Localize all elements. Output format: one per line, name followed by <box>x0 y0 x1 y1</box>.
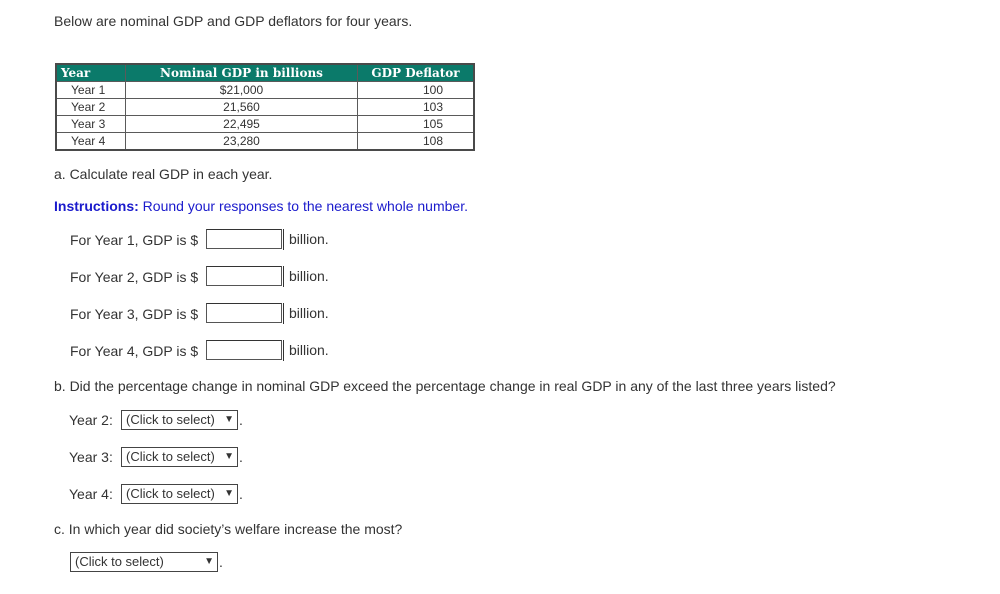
chevron-down-icon: ▼ <box>224 414 234 425</box>
cell-nominal-gdp: 23,280 <box>126 133 358 151</box>
select-value: (Click to select) <box>126 486 215 501</box>
intro-text: Below are nominal GDP and GDP deflators for four years. <box>54 13 413 29</box>
unit-label: billion. <box>283 303 329 324</box>
answer-label: For Year 2, GDP is $ <box>70 269 199 285</box>
table-header-row <box>56 64 474 82</box>
year-4-select[interactable] <box>121 484 238 504</box>
period: . <box>239 486 243 502</box>
select-label: Year 2: <box>69 412 113 428</box>
gdp-year-2-input[interactable] <box>206 266 282 286</box>
select-value: (Click to select) <box>126 412 215 427</box>
column-header-nominal-gdp: Nominal GDP in billions <box>126 64 358 82</box>
instructions-text: Round your responses to the nearest whole number. <box>138 198 468 214</box>
chevron-down-icon: ▼ <box>224 451 234 462</box>
answer-label: For Year 1, GDP is $ <box>70 232 199 248</box>
period: . <box>219 554 223 570</box>
select-label: Year 4: <box>69 486 113 502</box>
cell-year: Year 2 <box>56 99 126 116</box>
select-value: (Click to select) <box>75 554 164 569</box>
cell-deflator: 103 <box>358 99 475 116</box>
column-header-gdp-deflator: GDP Deflator <box>358 64 475 82</box>
cell-nominal-gdp: 22,495 <box>126 116 358 133</box>
gdp-table <box>55 63 475 151</box>
chevron-down-icon: ▼ <box>204 556 214 567</box>
table-row <box>56 82 474 99</box>
period: . <box>239 412 243 428</box>
answer-label: For Year 3, GDP is $ <box>70 306 199 322</box>
table-row <box>56 133 474 151</box>
gdp-year-1-input[interactable] <box>206 229 282 249</box>
part-a-question: a. Calculate real GDP in each year. <box>54 166 273 182</box>
period: . <box>239 449 243 465</box>
year-3-select[interactable] <box>121 447 238 467</box>
table-row <box>56 116 474 133</box>
instructions-label: Instructions: <box>54 198 139 214</box>
chevron-down-icon: ▼ <box>224 488 234 499</box>
cell-deflator: 108 <box>358 133 475 151</box>
unit-label: billion. <box>283 340 329 361</box>
gdp-year-3-input[interactable] <box>206 303 282 323</box>
select-row-welfare <box>70 552 230 574</box>
answer-label: For Year 4, GDP is $ <box>70 343 199 359</box>
part-b-question: b. Did the percentage change in nominal GDP exceed the percentage change in real GDP in any of the last three years listed? <box>54 378 836 394</box>
cell-year: Year 4 <box>56 133 126 151</box>
cell-deflator: 105 <box>358 116 475 133</box>
column-header-year: Year <box>56 64 126 82</box>
cell-year: Year 1 <box>56 82 126 99</box>
gdp-year-4-input[interactable] <box>206 340 282 360</box>
select-label: Year 3: <box>69 449 113 465</box>
year-2-select[interactable] <box>121 410 238 430</box>
select-value: (Click to select) <box>126 449 215 464</box>
table-row <box>56 99 474 116</box>
unit-label: billion. <box>283 266 329 287</box>
part-c-question: c. In which year did society’s welfare increase the most? <box>54 521 403 537</box>
cell-year: Year 3 <box>56 116 126 133</box>
welfare-year-select[interactable] <box>70 552 218 572</box>
unit-label: billion. <box>283 229 329 250</box>
cell-nominal-gdp: $21,000 <box>126 82 358 99</box>
cell-nominal-gdp: 21,560 <box>126 99 358 116</box>
instructions <box>54 198 468 214</box>
cell-deflator: 100 <box>358 82 475 99</box>
